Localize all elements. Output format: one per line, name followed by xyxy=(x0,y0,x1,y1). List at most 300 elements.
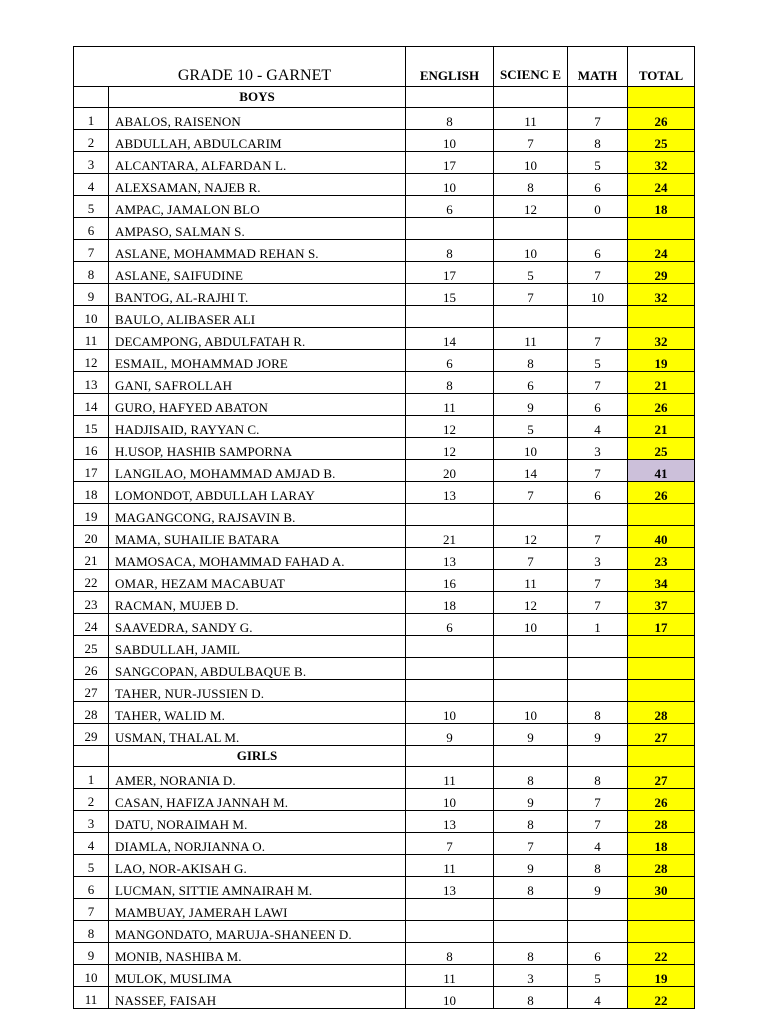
total-score: 22 xyxy=(628,987,695,1009)
science-score: 8 xyxy=(494,350,568,372)
total-score: 18 xyxy=(628,833,695,855)
science-score: 6 xyxy=(494,372,568,394)
total-score: 19 xyxy=(628,965,695,987)
english-score: 10 xyxy=(406,130,494,152)
row-number: 5 xyxy=(74,855,109,877)
math-score: 7 xyxy=(568,372,628,394)
row-number: 29 xyxy=(74,724,109,746)
table-row xyxy=(74,614,695,636)
student-name: MAMA, SUHAILIE BATARA xyxy=(109,526,406,548)
science-score xyxy=(494,680,568,702)
student-name: GURO, HAFYED ABATON xyxy=(109,394,406,416)
english-score: 8 xyxy=(406,943,494,965)
math-score: 4 xyxy=(568,416,628,438)
row-number: 9 xyxy=(74,284,109,306)
total-score: 21 xyxy=(628,372,695,394)
row-number: 25 xyxy=(74,636,109,658)
total-score: 41 xyxy=(628,460,695,482)
table-row xyxy=(74,504,695,526)
science-score xyxy=(494,306,568,328)
table-row xyxy=(74,899,695,921)
total-score: 23 xyxy=(628,548,695,570)
science-score: 8 xyxy=(494,174,568,196)
english-score: 6 xyxy=(406,350,494,372)
row-number: 2 xyxy=(74,789,109,811)
grade-table xyxy=(73,46,695,1009)
student-name: MANGONDATO, MARUJA-SHANEEN D. xyxy=(109,921,406,943)
math-score: 7 xyxy=(568,592,628,614)
table-row xyxy=(74,152,695,174)
row-number: 3 xyxy=(74,152,109,174)
science-score: 5 xyxy=(494,262,568,284)
total-score: 21 xyxy=(628,416,695,438)
student-name: LUCMAN, SITTIE AMNAIRAH M. xyxy=(109,877,406,899)
student-name: ABDULLAH, ABDULCARIM xyxy=(109,130,406,152)
math-score: 7 xyxy=(568,570,628,592)
column-header-science: SCIENC E xyxy=(494,47,568,87)
total-score: 28 xyxy=(628,702,695,724)
total-score: 32 xyxy=(628,152,695,174)
total-score: 28 xyxy=(628,811,695,833)
column-header-english: ENGLISH xyxy=(406,47,494,87)
student-name: MAMOSACA, MOHAMMAD FAHAD A. xyxy=(109,548,406,570)
table-row xyxy=(74,262,695,284)
english-score: 6 xyxy=(406,614,494,636)
science-score: 14 xyxy=(494,460,568,482)
science-score: 12 xyxy=(494,592,568,614)
section-spacer-no xyxy=(74,746,109,767)
science-score: 12 xyxy=(494,526,568,548)
math-score: 4 xyxy=(568,987,628,1009)
table-row xyxy=(74,833,695,855)
row-number: 15 xyxy=(74,416,109,438)
row-number: 6 xyxy=(74,218,109,240)
science-score: 10 xyxy=(494,152,568,174)
total-score: 27 xyxy=(628,724,695,746)
science-score: 10 xyxy=(494,240,568,262)
empty-cell xyxy=(494,87,568,108)
row-number: 20 xyxy=(74,526,109,548)
total-score xyxy=(628,504,695,526)
table-row xyxy=(74,570,695,592)
student-name: RACMAN, MUJEB D. xyxy=(109,592,406,614)
table-row xyxy=(74,724,695,746)
row-number: 5 xyxy=(74,196,109,218)
table-row xyxy=(74,877,695,899)
science-score: 8 xyxy=(494,877,568,899)
english-score: 8 xyxy=(406,372,494,394)
math-score: 7 xyxy=(568,108,628,130)
student-name: LAO, NOR-AKISAH G. xyxy=(109,855,406,877)
science-score: 11 xyxy=(494,108,568,130)
section-row xyxy=(74,87,695,108)
header-row xyxy=(74,47,695,87)
math-score: 8 xyxy=(568,702,628,724)
english-score: 10 xyxy=(406,789,494,811)
table-row xyxy=(74,328,695,350)
math-score: 3 xyxy=(568,548,628,570)
total-score: 26 xyxy=(628,394,695,416)
science-score: 9 xyxy=(494,724,568,746)
english-score: 11 xyxy=(406,394,494,416)
english-score xyxy=(406,218,494,240)
english-score: 9 xyxy=(406,724,494,746)
english-score: 17 xyxy=(406,152,494,174)
student-name: SABDULLAH, JAMIL xyxy=(109,636,406,658)
row-number: 8 xyxy=(74,921,109,943)
table-row xyxy=(74,789,695,811)
science-score: 7 xyxy=(494,130,568,152)
empty-cell xyxy=(568,87,628,108)
total-score: 30 xyxy=(628,877,695,899)
total-score: 24 xyxy=(628,174,695,196)
total-score: 26 xyxy=(628,108,695,130)
row-number: 26 xyxy=(74,658,109,680)
student-name: MAMBUAY, JAMERAH LAWI xyxy=(109,899,406,921)
table-row xyxy=(74,943,695,965)
english-score: 6 xyxy=(406,196,494,218)
table-row xyxy=(74,218,695,240)
total-score xyxy=(628,218,695,240)
math-score: 7 xyxy=(568,262,628,284)
english-score xyxy=(406,680,494,702)
table-row xyxy=(74,460,695,482)
row-number: 11 xyxy=(74,987,109,1009)
english-score: 11 xyxy=(406,855,494,877)
section-row xyxy=(74,746,695,767)
science-score: 9 xyxy=(494,394,568,416)
row-number: 9 xyxy=(74,943,109,965)
math-score: 10 xyxy=(568,284,628,306)
row-number: 12 xyxy=(74,350,109,372)
student-name: SAAVEDRA, SANDY G. xyxy=(109,614,406,636)
english-score: 16 xyxy=(406,570,494,592)
total-score: 17 xyxy=(628,614,695,636)
total-score: 25 xyxy=(628,130,695,152)
student-name: DIAMLA, NORJIANNA O. xyxy=(109,833,406,855)
science-score: 7 xyxy=(494,833,568,855)
student-name: ASLANE, SAIFUDINE xyxy=(109,262,406,284)
english-score: 13 xyxy=(406,482,494,504)
english-score: 8 xyxy=(406,240,494,262)
english-score xyxy=(406,899,494,921)
row-number: 7 xyxy=(74,240,109,262)
table-row xyxy=(74,965,695,987)
row-number: 22 xyxy=(74,570,109,592)
student-name: BAULO, ALIBASER ALI xyxy=(109,306,406,328)
row-number: 7 xyxy=(74,899,109,921)
english-score: 10 xyxy=(406,174,494,196)
math-score: 9 xyxy=(568,724,628,746)
table-row xyxy=(74,702,695,724)
section-spacer-no xyxy=(74,87,109,108)
row-number: 16 xyxy=(74,438,109,460)
row-number: 4 xyxy=(74,833,109,855)
science-score xyxy=(494,504,568,526)
science-score xyxy=(494,218,568,240)
math-score xyxy=(568,658,628,680)
total-score: 32 xyxy=(628,284,695,306)
table-row xyxy=(74,987,695,1009)
row-number: 14 xyxy=(74,394,109,416)
science-score xyxy=(494,921,568,943)
math-score: 0 xyxy=(568,196,628,218)
science-score xyxy=(494,636,568,658)
total-score xyxy=(628,899,695,921)
total-score: 25 xyxy=(628,438,695,460)
table-row xyxy=(74,306,695,328)
student-name: GANI, SAFROLLAH xyxy=(109,372,406,394)
student-name: ABALOS, RAISENON xyxy=(109,108,406,130)
math-score: 6 xyxy=(568,482,628,504)
row-number: 19 xyxy=(74,504,109,526)
total-score xyxy=(628,306,695,328)
science-score: 10 xyxy=(494,614,568,636)
math-score: 1 xyxy=(568,614,628,636)
english-score: 20 xyxy=(406,460,494,482)
math-score: 5 xyxy=(568,965,628,987)
student-name: ALCANTARA, ALFARDAN L. xyxy=(109,152,406,174)
table-row xyxy=(74,284,695,306)
student-name: ALEXSAMAN, NAJEB R. xyxy=(109,174,406,196)
student-name: HADJISAID, RAYYAN C. xyxy=(109,416,406,438)
table-row xyxy=(74,767,695,789)
student-name: DECAMPONG, ABDULFATAH R. xyxy=(109,328,406,350)
total-score: 24 xyxy=(628,240,695,262)
row-number: 3 xyxy=(74,811,109,833)
math-score xyxy=(568,921,628,943)
math-score xyxy=(568,680,628,702)
table-row xyxy=(74,394,695,416)
english-score: 11 xyxy=(406,767,494,789)
science-score: 12 xyxy=(494,196,568,218)
english-score: 15 xyxy=(406,284,494,306)
empty-cell xyxy=(568,746,628,767)
row-number: 21 xyxy=(74,548,109,570)
table-row xyxy=(74,416,695,438)
table-row xyxy=(74,921,695,943)
total-score: 27 xyxy=(628,767,695,789)
student-name: AMER, NORANIA D. xyxy=(109,767,406,789)
math-score: 4 xyxy=(568,833,628,855)
total-score: 26 xyxy=(628,482,695,504)
english-score xyxy=(406,921,494,943)
student-name: TAHER, WALID M. xyxy=(109,702,406,724)
english-score: 7 xyxy=(406,833,494,855)
science-score xyxy=(494,658,568,680)
english-score xyxy=(406,636,494,658)
student-name: SANGCOPAN, ABDULBAQUE B. xyxy=(109,658,406,680)
row-number: 10 xyxy=(74,965,109,987)
student-name: BANTOG, AL-RAJHI T. xyxy=(109,284,406,306)
english-score: 14 xyxy=(406,328,494,350)
table-row xyxy=(74,811,695,833)
science-score: 7 xyxy=(494,284,568,306)
total-cell xyxy=(628,746,695,767)
math-score: 9 xyxy=(568,877,628,899)
table-title: GRADE 10 - GARNET xyxy=(74,47,406,87)
table-row xyxy=(74,174,695,196)
math-score: 8 xyxy=(568,130,628,152)
total-score xyxy=(628,680,695,702)
table-row xyxy=(74,350,695,372)
empty-cell xyxy=(406,746,494,767)
english-score: 18 xyxy=(406,592,494,614)
math-score: 8 xyxy=(568,767,628,789)
math-score xyxy=(568,306,628,328)
math-score: 7 xyxy=(568,526,628,548)
section-label: BOYS xyxy=(109,87,406,108)
row-number: 18 xyxy=(74,482,109,504)
student-name: DATU, NORAIMAH M. xyxy=(109,811,406,833)
science-score: 10 xyxy=(494,438,568,460)
science-score xyxy=(494,899,568,921)
table-row xyxy=(74,548,695,570)
total-score xyxy=(628,658,695,680)
table-row xyxy=(74,482,695,504)
student-name: MAGANGCONG, RAJSAVIN B. xyxy=(109,504,406,526)
math-score: 6 xyxy=(568,394,628,416)
math-score: 7 xyxy=(568,328,628,350)
english-score: 10 xyxy=(406,702,494,724)
student-name: OMAR, HEZAM MACABUAT xyxy=(109,570,406,592)
math-score: 6 xyxy=(568,943,628,965)
science-score: 10 xyxy=(494,702,568,724)
english-score: 13 xyxy=(406,811,494,833)
science-score: 8 xyxy=(494,987,568,1009)
student-name: MONIB, NASHIBA M. xyxy=(109,943,406,965)
total-score: 32 xyxy=(628,328,695,350)
table-row xyxy=(74,658,695,680)
row-number: 17 xyxy=(74,460,109,482)
row-number: 1 xyxy=(74,767,109,789)
row-number: 1 xyxy=(74,108,109,130)
english-score: 11 xyxy=(406,965,494,987)
total-score: 37 xyxy=(628,592,695,614)
english-score: 10 xyxy=(406,987,494,1009)
math-score: 3 xyxy=(568,438,628,460)
english-score: 12 xyxy=(406,438,494,460)
empty-cell xyxy=(494,746,568,767)
row-number: 8 xyxy=(74,262,109,284)
math-score: 7 xyxy=(568,789,628,811)
row-number: 27 xyxy=(74,680,109,702)
math-score: 6 xyxy=(568,174,628,196)
science-score: 9 xyxy=(494,789,568,811)
math-score: 7 xyxy=(568,460,628,482)
row-number: 10 xyxy=(74,306,109,328)
science-score: 11 xyxy=(494,328,568,350)
column-header-math: MATH xyxy=(568,47,628,87)
total-score: 26 xyxy=(628,789,695,811)
table-row xyxy=(74,130,695,152)
math-score xyxy=(568,504,628,526)
english-score: 12 xyxy=(406,416,494,438)
column-header-total: TOTAL xyxy=(628,47,695,87)
math-score: 6 xyxy=(568,240,628,262)
table-row xyxy=(74,592,695,614)
student-name: AMPAC, JAMALON BLO xyxy=(109,196,406,218)
english-score: 13 xyxy=(406,877,494,899)
english-score xyxy=(406,504,494,526)
student-name: LANGILAO, MOHAMMAD AMJAD B. xyxy=(109,460,406,482)
empty-cell xyxy=(406,87,494,108)
table-row xyxy=(74,372,695,394)
english-score: 13 xyxy=(406,548,494,570)
row-number: 28 xyxy=(74,702,109,724)
student-name: ESMAIL, MOHAMMAD JORE xyxy=(109,350,406,372)
total-score: 34 xyxy=(628,570,695,592)
english-score: 17 xyxy=(406,262,494,284)
total-score: 40 xyxy=(628,526,695,548)
english-score: 21 xyxy=(406,526,494,548)
student-name: H.USOP, HASHIB SAMPORNA xyxy=(109,438,406,460)
row-number: 11 xyxy=(74,328,109,350)
student-name: CASAN, HAFIZA JANNAH M. xyxy=(109,789,406,811)
row-number: 4 xyxy=(74,174,109,196)
section-label: GIRLS xyxy=(109,746,406,767)
math-score xyxy=(568,218,628,240)
math-score: 7 xyxy=(568,811,628,833)
total-score: 18 xyxy=(628,196,695,218)
table-row xyxy=(74,680,695,702)
table-row xyxy=(74,526,695,548)
student-name: TAHER, NUR-JUSSIEN D. xyxy=(109,680,406,702)
math-score: 5 xyxy=(568,152,628,174)
total-score: 29 xyxy=(628,262,695,284)
science-score: 5 xyxy=(494,416,568,438)
science-score: 8 xyxy=(494,811,568,833)
science-score: 7 xyxy=(494,482,568,504)
table-row xyxy=(74,240,695,262)
student-name: AMPASO, SALMAN S. xyxy=(109,218,406,240)
student-name: LOMONDOT, ABDULLAH LARAY xyxy=(109,482,406,504)
english-score xyxy=(406,306,494,328)
english-score xyxy=(406,658,494,680)
student-name: ASLANE, MOHAMMAD REHAN S. xyxy=(109,240,406,262)
math-score: 8 xyxy=(568,855,628,877)
total-score: 28 xyxy=(628,855,695,877)
row-number: 2 xyxy=(74,130,109,152)
table-row xyxy=(74,855,695,877)
english-score: 8 xyxy=(406,108,494,130)
row-number: 23 xyxy=(74,592,109,614)
table-row xyxy=(74,108,695,130)
student-name: MULOK, MUSLIMA xyxy=(109,965,406,987)
science-score: 9 xyxy=(494,855,568,877)
total-score: 22 xyxy=(628,943,695,965)
total-score xyxy=(628,636,695,658)
science-score: 8 xyxy=(494,943,568,965)
science-score: 3 xyxy=(494,965,568,987)
math-score xyxy=(568,636,628,658)
math-score xyxy=(568,899,628,921)
student-name: USMAN, THALAL M. xyxy=(109,724,406,746)
science-score: 8 xyxy=(494,767,568,789)
math-score: 5 xyxy=(568,350,628,372)
science-score: 11 xyxy=(494,570,568,592)
student-name: NASSEF, FAISAH xyxy=(109,987,406,1009)
table-row xyxy=(74,636,695,658)
total-cell xyxy=(628,87,695,108)
science-score: 7 xyxy=(494,548,568,570)
table-row xyxy=(74,196,695,218)
row-number: 13 xyxy=(74,372,109,394)
total-score: 19 xyxy=(628,350,695,372)
total-score xyxy=(628,921,695,943)
row-number: 24 xyxy=(74,614,109,636)
table-row xyxy=(74,438,695,460)
